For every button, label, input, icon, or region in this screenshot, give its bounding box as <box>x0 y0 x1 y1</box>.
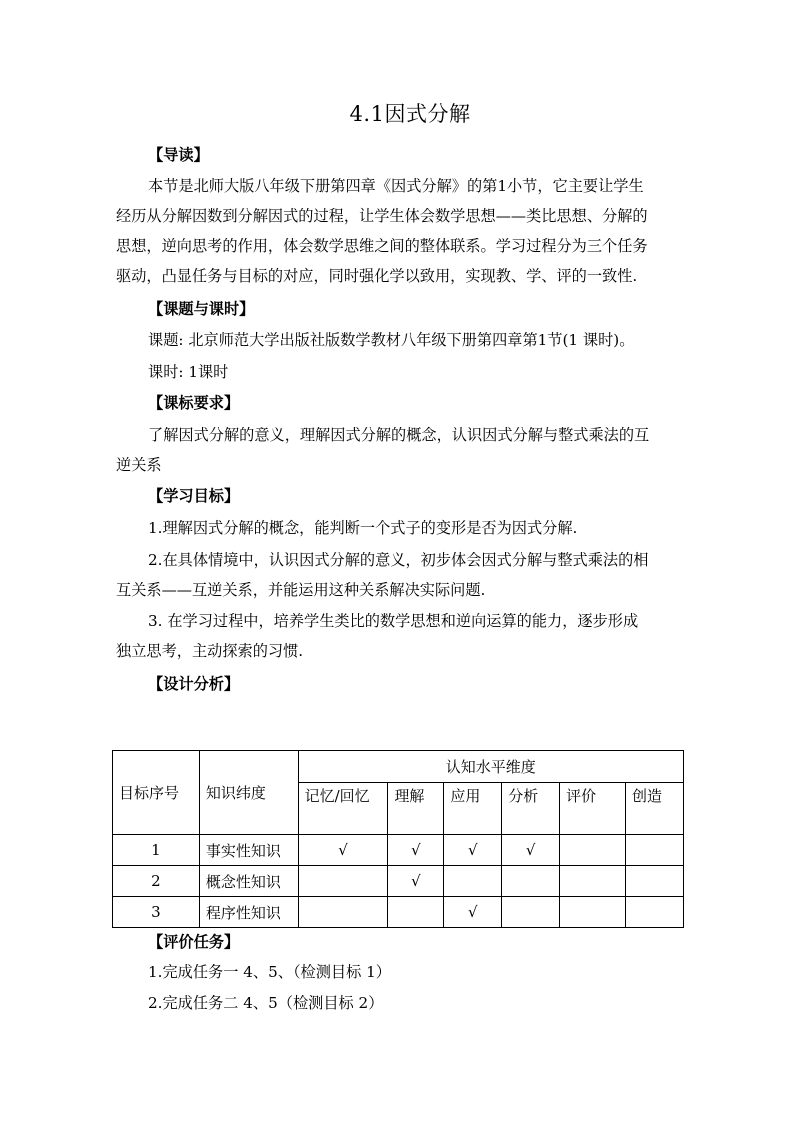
check-mark <box>626 835 684 866</box>
table-row <box>113 897 684 928</box>
level-analyze: 分析 <box>502 783 560 835</box>
guide-line-1: 本节是北师大版八年级下册第四章《因式分解》的第1小节，它主要让学生 <box>148 177 644 195</box>
row-knowledge: 事实性知识 <box>199 835 298 866</box>
level-apply: 应用 <box>444 783 502 835</box>
guide-line-2: 经历从分解因数到分解因式的过程，让学生体会数学思想——类比思想、分解的 <box>116 207 648 225</box>
check-mark: √ <box>388 835 444 866</box>
goal-2-line-2: 互关系——互逆关系，并能运用这种关系解决实际问题. <box>116 581 486 599</box>
row-index: 2 <box>113 866 200 897</box>
check-mark: √ <box>298 835 388 866</box>
check-mark <box>560 866 626 897</box>
standard-heading: 【课标要求】 <box>148 394 240 412</box>
check-mark <box>560 835 626 866</box>
check-mark: √ <box>444 835 502 866</box>
header-goal-index: 目标序号 <box>113 751 200 835</box>
standard-line-2: 逆关系 <box>116 456 162 474</box>
goal-1: 1.理解因式分解的概念，能判断一个式子的变形是否为因式分解. <box>148 519 578 537</box>
design-heading: 【设计分析】 <box>148 675 240 693</box>
goal-3-line-2: 独立思考，主动探索的习惯. <box>116 642 304 660</box>
level-evaluate: 评价 <box>560 783 626 835</box>
check-mark <box>444 866 502 897</box>
header-knowledge: 知识纬度 <box>199 751 298 835</box>
level-create: 创造 <box>626 783 684 835</box>
level-remember: 记忆/回忆 <box>298 783 388 835</box>
evaluation-task-2: 2.完成任务二 4、5（检测目标 2） <box>148 994 384 1012</box>
evaluation-task-1: 1.完成任务一 4、5、（检测目标 1） <box>148 963 391 981</box>
standard-line-1: 了解因式分解的意义，理解因式分解的概念，认识因式分解与整式乘法的互 <box>148 426 650 444</box>
check-mark <box>388 897 444 928</box>
topic-hours: 课时: 1课时 <box>148 363 229 381</box>
row-index: 3 <box>113 897 200 928</box>
goals-heading: 【学习目标】 <box>148 487 240 505</box>
check-mark <box>298 897 388 928</box>
check-mark <box>626 897 684 928</box>
evaluation-heading: 【评价任务】 <box>148 933 240 951</box>
check-mark: √ <box>502 835 560 866</box>
page-title: 4.1因式分解 <box>349 102 471 126</box>
check-mark <box>502 897 560 928</box>
row-index: 1 <box>113 835 200 866</box>
check-mark <box>502 866 560 897</box>
goal-3-line-1: 3. 在学习过程中，培养学生类比的数学思想和逆向运算的能力，逐步形成 <box>148 612 639 630</box>
table-row <box>113 835 684 866</box>
cognitive-level-table <box>112 750 684 928</box>
check-mark <box>560 897 626 928</box>
goal-2-line-1: 2.在具体情境中，认识因式分解的意义，初步体会因式分解与整式乘法的相 <box>148 551 649 569</box>
guide-line-3: 思想，逆向思考的作用，体会数学思维之间的整体联系。学习过程分为三个任务 <box>116 237 648 255</box>
table-row <box>113 866 684 897</box>
check-mark <box>298 866 388 897</box>
row-knowledge: 概念性知识 <box>199 866 298 897</box>
header-cognitive-level: 认知水平维度 <box>298 751 683 783</box>
row-knowledge: 程序性知识 <box>199 897 298 928</box>
guide-line-4: 驱动，凸显任务与目标的对应，同时强化学以致用，实现教、学、评的一致性. <box>116 267 638 285</box>
guide-heading: 【导读】 <box>148 146 209 164</box>
topic-subject: 课题: 北京师范大学出版社版数学教材八年级下册第四章第1节(1 课时)。 <box>148 331 635 349</box>
level-understand: 理解 <box>388 783 444 835</box>
check-mark: √ <box>444 897 502 928</box>
check-mark: √ <box>388 866 444 897</box>
check-mark <box>626 866 684 897</box>
topic-heading: 【课题与课时】 <box>148 300 255 318</box>
